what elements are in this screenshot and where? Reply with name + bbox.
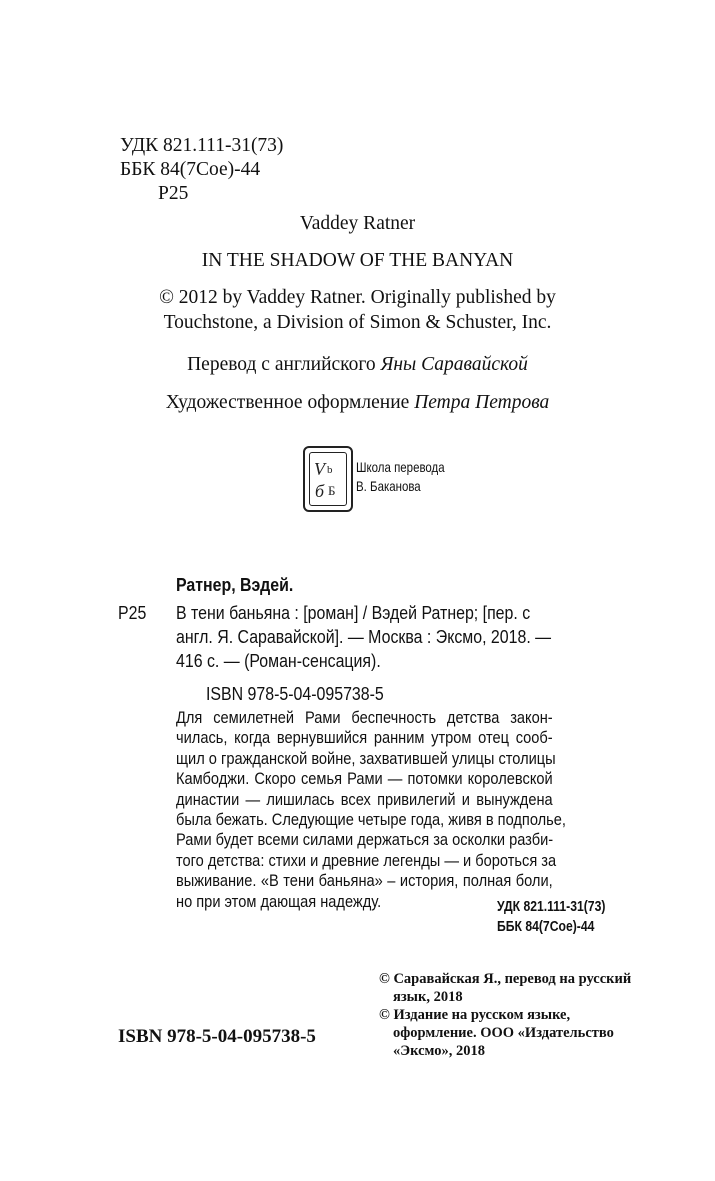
translator-name: Яны Саравайской	[380, 354, 528, 375]
annotation-line: выживание. «В тени баньяна» – история, полная боли,	[176, 871, 553, 891]
design-credit	[0, 392, 715, 414]
original-author: Vaddey Ratner	[299, 213, 416, 234]
svg-text:b: b	[327, 464, 333, 476]
footer-udk: УДК 821.111-31(73)	[497, 899, 606, 915]
translation-credit	[0, 354, 715, 376]
record-line-1: В тени баньяна : [роман] / Вэдей Ратнер; [пер. с	[176, 602, 531, 623]
logo-line-1: Школа перевода	[356, 459, 445, 475]
footer-isbn: ISBN 978-5-04-095738-5	[118, 1026, 316, 1047]
svg-text:Б: Б	[328, 483, 336, 498]
annotation-line: но при этом дающая надежду.	[176, 891, 382, 911]
annotation-line: Рами будет всеми силами держаться за осколки разби-	[176, 830, 554, 850]
annotation-line: была бежать. Следующие четыре года, живя в подполье,	[176, 810, 566, 830]
copyright-edition-line-2: оформление. ООО «Издательство	[393, 1025, 614, 1041]
copyright-edition-line-3: «Эксмо», 2018	[393, 1043, 485, 1059]
translation-prefix: Перевод с английского	[187, 354, 376, 375]
logo-line-2: В. Баканова	[356, 478, 421, 494]
school-logo-icon	[303, 446, 353, 512]
copyright-edition-line-1: © Издание на русском языке,	[379, 1007, 571, 1023]
design-prefix: Художественное оформление	[165, 392, 410, 413]
svg-text:б: б	[315, 481, 325, 501]
copyright-line-2: Touchstone, a Division of Simon & Schuster, Inc.	[163, 312, 552, 333]
record-code: Р25	[118, 602, 147, 623]
author-code: Р25	[158, 183, 189, 204]
annotation-line: того детства: стихи и древние легенды — и бороться за	[176, 850, 557, 870]
record-isbn: ISBN 978-5-04-095738-5	[206, 683, 384, 704]
annotation-line: щил о гражданской войне, захватившей улицы столицы	[176, 748, 556, 768]
copyright-translation-line-2: язык, 2018	[393, 989, 463, 1005]
udk-code: УДК 821.111-31(73)	[120, 135, 284, 156]
record-line-3: 416 с. — (Роман-сенсация).	[176, 650, 381, 671]
annotation-line: династии — лишилась всех привилегий и вынуждена	[176, 789, 553, 809]
bbk-code: ББК 84(7Сое)-44	[120, 159, 261, 180]
svg-text:V: V	[314, 459, 325, 479]
record-line-2: англ. Я. Саравайской]. — Москва : Эксмо, 2018. —	[176, 626, 552, 647]
footer-bbk: ББК 84(7Сое)-44	[497, 919, 595, 935]
logo-caption	[356, 458, 445, 496]
annotation-line: чилась, когда вернувшийся ранним утром отец сооб-	[176, 728, 553, 748]
annotation-line: Для семилетней Рами беспечность детства закон-	[176, 708, 553, 727]
author-heading: Ратнер, Вэдей.	[176, 574, 294, 595]
designer-name: Петра Петрова	[414, 392, 550, 413]
original-title: IN THE SHADOW OF THE BANYAN	[201, 250, 514, 271]
annotation-line: Камбоджи. Скоро семья Рами — потомки королевской	[176, 769, 553, 789]
copyright-translation-line-1: © Саравайская Я., перевод на русский	[379, 971, 632, 987]
copyright-line-1: © 2012 by Vaddey Ratner. Originally published by	[159, 287, 556, 308]
